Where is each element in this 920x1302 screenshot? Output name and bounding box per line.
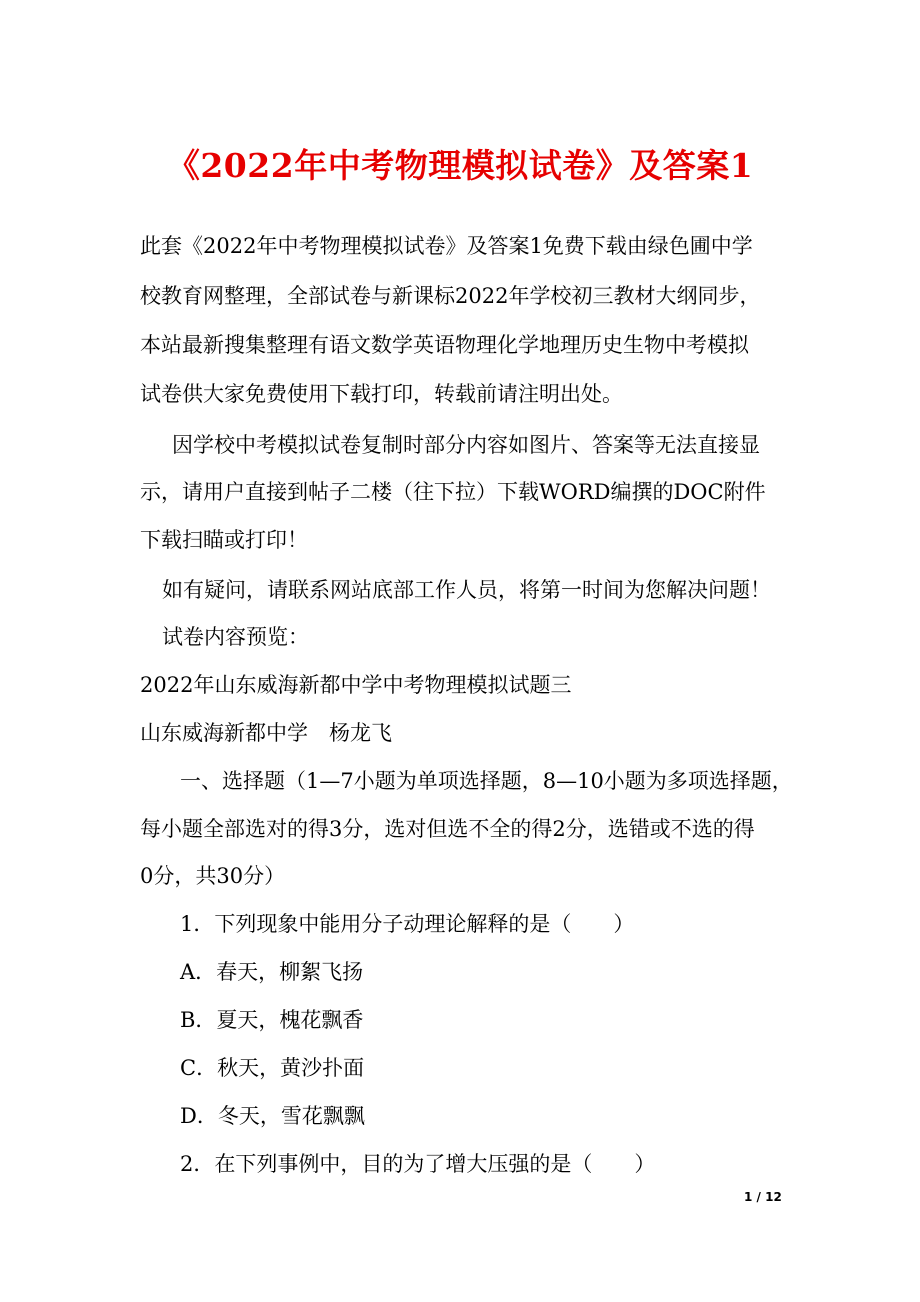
page-number: 1 / 12: [744, 1190, 782, 1204]
intro-line: 试卷供大家免费使用下载打印，转载前请注明出处。: [140, 382, 623, 406]
intro-line: 本站最新搜集整理有语文数学英语物理化学地理历史生物中考模拟: [140, 333, 749, 357]
question-1-stem: 1．下列现象中能用分子动理论解释的是（ ）: [180, 912, 635, 936]
question-1-option-c: C．秋天，黄沙扑面: [180, 1056, 365, 1080]
section-heading-line: 一、选择题（1—7小题为单项选择题，8—10小题为多项选择题，: [180, 769, 793, 793]
question-2-stem: 2．在下列事例中，目的为了增大压强的是（ ）: [180, 1152, 656, 1176]
section-heading-line: 0分，共30分）: [140, 864, 286, 888]
question-1-option-b: B．夏天，槐花飘香: [180, 1008, 364, 1032]
intro-line: 校教育网整理，全部试卷与新课标2022年学校初三教材大纲同步，: [140, 284, 761, 308]
section-heading-line: 每小题全部选对的得3分，选对但选不全的得2分，选错或不选的得: [140, 817, 755, 841]
document-title: 《2022年中考物理模拟试卷》及答案1: [166, 146, 754, 185]
exam-title: 2022年山东威海新都中学中考物理模拟试题三: [140, 673, 572, 697]
contact-line: 如有疑问，请联系网站底部工作人员，将第一时间为您解决问题！: [162, 578, 771, 602]
question-1-option-a: A．春天，柳絮飞扬: [180, 960, 364, 984]
notice-line: 示，请用户直接到帖子二楼（往下拉）下载WORD编撰的DOC附件: [140, 480, 766, 504]
intro-line: 此套《2022年中考物理模拟试卷》及答案1免费下载由绿色圃中学: [140, 234, 753, 258]
notice-line: 下载扫瞄或打印！: [140, 528, 308, 552]
question-1-option-d: D．冬天，雪花飘飘: [180, 1104, 365, 1128]
notice-line: 因学校中考模拟试卷复制时部分内容如图片、答案等无法直接显: [172, 433, 760, 457]
exam-author: 山东威海新都中学 杨龙飞: [140, 721, 392, 745]
preview-label: 试卷内容预览：: [162, 625, 309, 649]
